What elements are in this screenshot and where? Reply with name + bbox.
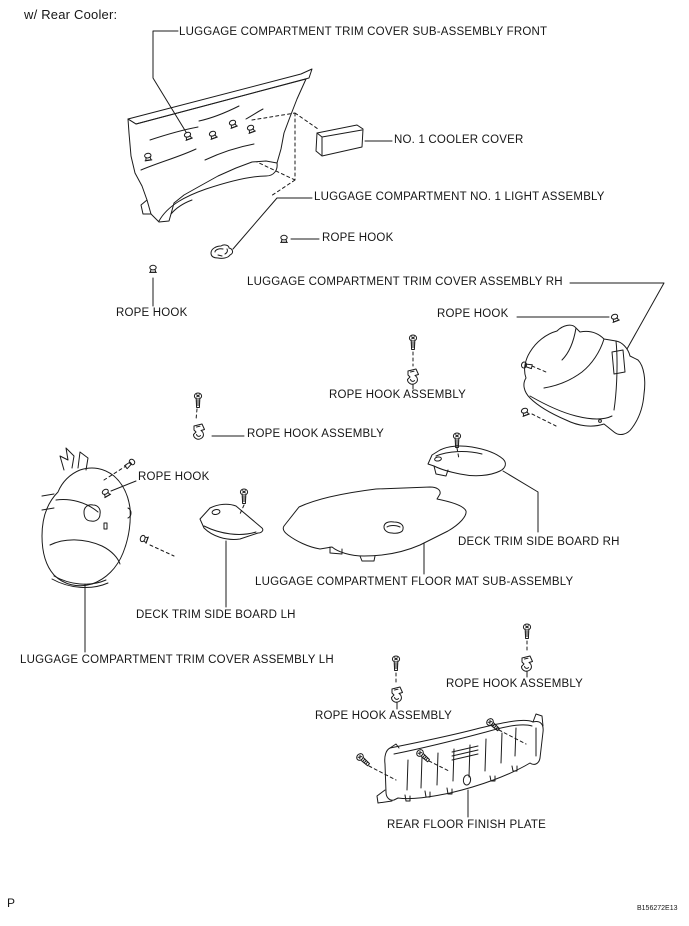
- rope-hook-assembly-bottom-mid-drawing: [392, 656, 403, 709]
- screw-glyph: [355, 752, 371, 767]
- rope-hook-part: [281, 235, 288, 242]
- floor-mat-drawing: [283, 487, 466, 561]
- clip-glyph: [209, 130, 218, 139]
- projection-dashed-lines: [252, 113, 318, 196]
- diagram-title: w/ Rear Cooler:: [24, 7, 118, 22]
- rope-hook-part: [611, 313, 620, 322]
- hook-glyph: [522, 656, 533, 671]
- pin-glyph: [521, 362, 533, 370]
- label-deck-trim-side-board-rh: DECK TRIM SIDE BOARD RH: [458, 536, 620, 548]
- rope-hook-part: [150, 265, 157, 272]
- clip-glyph: [144, 153, 152, 161]
- screw-glyph: [194, 393, 201, 408]
- deck-trim-side-board-rh-drawing: [428, 433, 505, 476]
- label-deck-trim-side-board-lh: DECK TRIM SIDE BOARD LH: [136, 609, 296, 621]
- hook-glyph: [392, 687, 403, 702]
- label-rope-hook-rh: ROPE HOOK: [437, 308, 509, 320]
- label-rope-hook-lh: ROPE HOOK: [138, 471, 210, 483]
- deck-trim-side-board-lh-drawing: [200, 489, 263, 539]
- clip-glyph: [247, 124, 256, 133]
- label-trim-cover-rh: LUGGAGE COMPARTMENT TRIM COVER ASSEMBLY RH: [247, 276, 563, 288]
- screw-glyph: [523, 624, 530, 639]
- label-trim-cover-lh: LUGGAGE COMPARTMENT TRIM COVER ASSEMBLY LH: [20, 654, 334, 666]
- label-cooler-cover: NO. 1 COOLER COVER: [394, 134, 524, 146]
- label-rope-hook-assembly-mid-left: ROPE HOOK ASSEMBLY: [247, 428, 384, 440]
- pin-glyph: [124, 458, 136, 469]
- rope-hook-assembly-mid-right-drawing: [408, 335, 419, 389]
- label-rear-floor-finish-plate: REAR FLOOR FINISH PLATE: [387, 819, 547, 831]
- screw-glyph: [409, 335, 416, 350]
- rear-floor-finish-plate-drawing: [355, 714, 543, 803]
- label-rope-hook-assembly-bottom-mid: ROPE HOOK ASSEMBLY: [315, 710, 452, 722]
- clip-glyph: [184, 131, 193, 140]
- rope-hook-part: [101, 488, 110, 498]
- light-assembly-drawing: [211, 245, 233, 258]
- rope-hook-assembly-bottom-right-drawing: [522, 624, 533, 677]
- page-marker: P: [7, 896, 16, 910]
- screw-glyph: [240, 489, 247, 504]
- label-rope-hook-assembly-bottom-right: ROPE HOOK ASSEMBLY: [446, 678, 583, 690]
- trim-cover-rh-drawing: [524, 325, 645, 434]
- hook-glyph: [408, 369, 419, 384]
- clip-glyph: [139, 535, 148, 544]
- screw-glyph: [392, 656, 399, 671]
- clip-glyph: [229, 119, 238, 128]
- label-front-trim-cover: LUGGAGE COMPARTMENT TRIM COVER SUB-ASSEMBLY FRONT: [179, 26, 548, 38]
- cooler-cover-drawing: [316, 125, 363, 156]
- label-rope-hook-assembly-mid-right: ROPE HOOK ASSEMBLY: [329, 389, 466, 401]
- front-trim-cover-drawing: [128, 69, 312, 222]
- hook-glyph: [194, 424, 205, 439]
- screw-glyph: [453, 433, 460, 448]
- trim-cover-lh-drawing: [42, 448, 174, 588]
- label-floor-mat: LUGGAGE COMPARTMENT FLOOR MAT SUB-ASSEMBLY: [255, 576, 574, 588]
- clip-glyph: [521, 407, 530, 416]
- rope-hook-assembly-mid-left-drawing: [194, 393, 205, 439]
- label-rope-hook-top: ROPE HOOK: [322, 232, 394, 244]
- label-rope-hook-left: ROPE HOOK: [116, 307, 188, 319]
- label-light-assembly: LUGGAGE COMPARTMENT NO. 1 LIGHT ASSEMBLY: [314, 191, 605, 203]
- figure-code: B156272E13: [637, 905, 678, 912]
